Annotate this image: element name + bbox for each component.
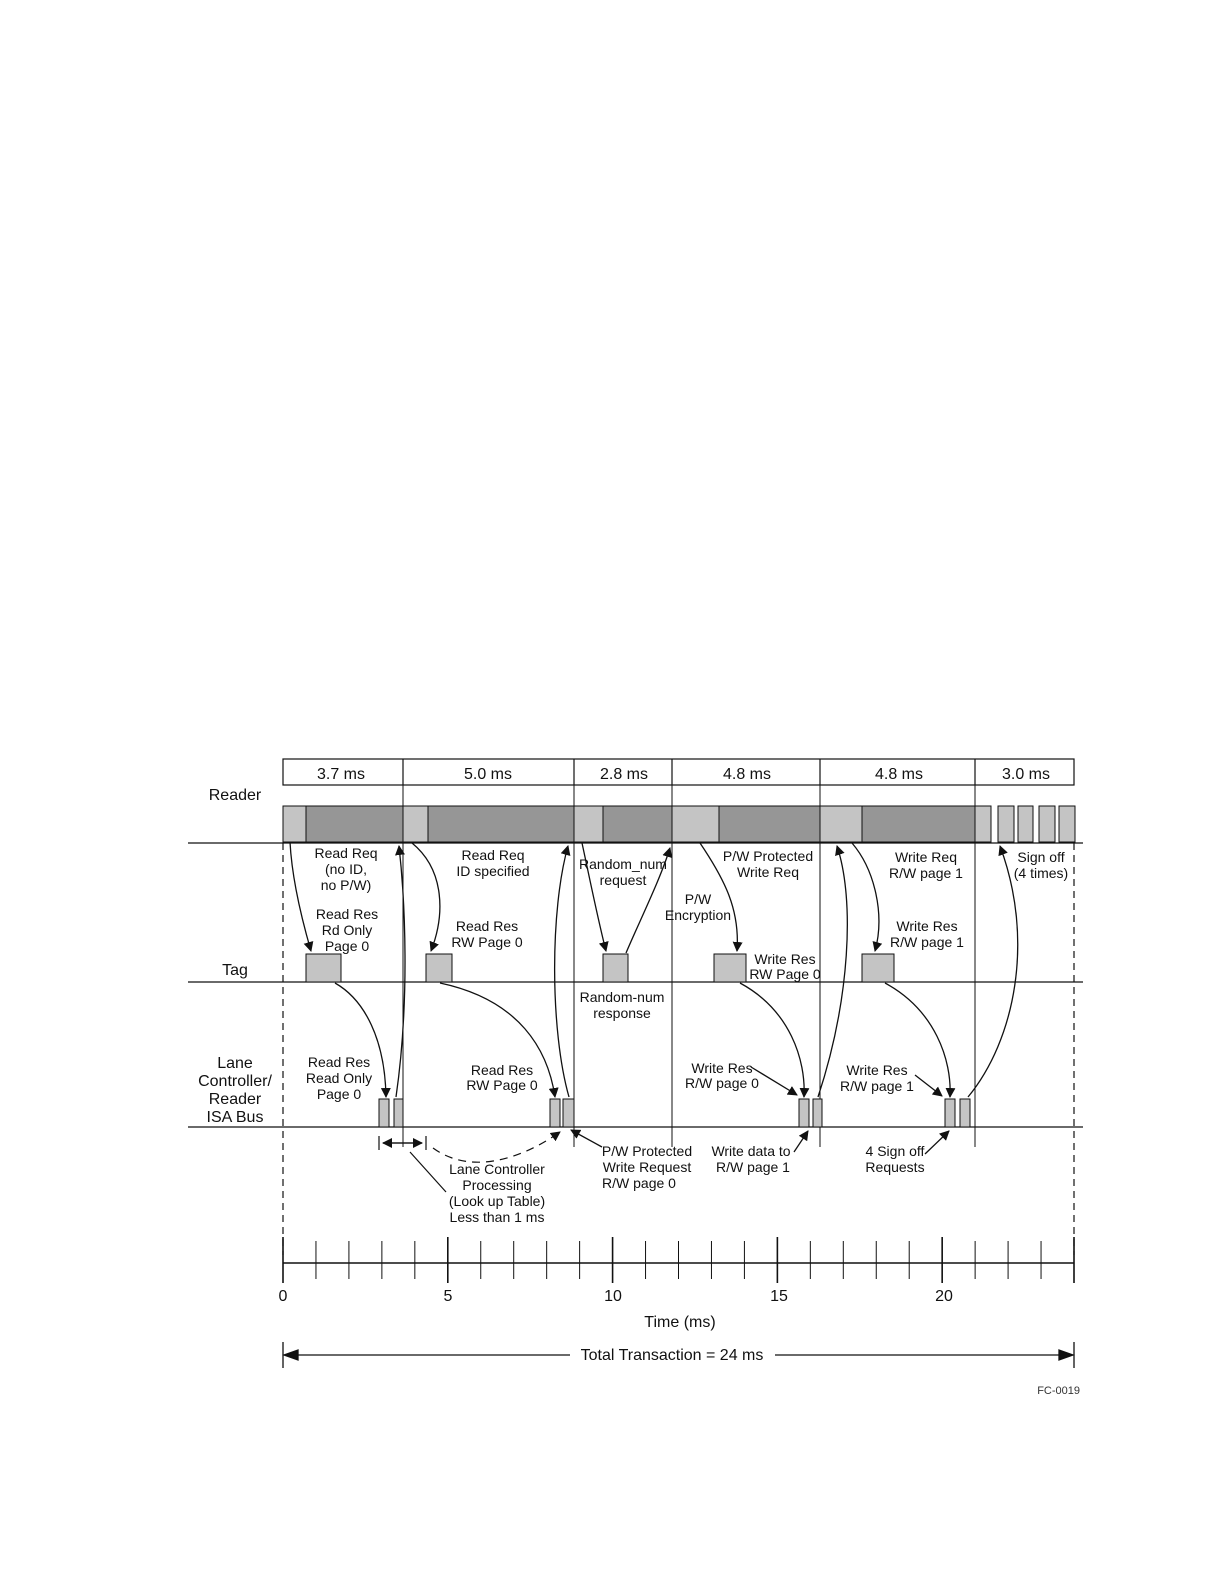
svg-text:Read Req: Read Req — [461, 847, 525, 863]
svg-text:RW Page 0: RW Page 0 — [466, 1077, 538, 1093]
svg-text:Write Res: Write Res — [754, 951, 816, 967]
axis-tick-label: 20 — [935, 1288, 953, 1305]
annotation-write-res-lane-1 — [685, 1060, 759, 1091]
svg-text:4 Sign off: 4 Sign off — [865, 1143, 925, 1159]
figure-code: FC-0019 — [1037, 1385, 1080, 1397]
svg-text:R/W page 1: R/W page 1 — [890, 934, 964, 950]
svg-text:Write Request: Write Request — [602, 1159, 692, 1175]
svg-text:Write Res: Write Res — [846, 1062, 908, 1078]
svg-text:RW Page 0: RW Page 0 — [749, 966, 821, 982]
svg-text:R/W page 1: R/W page 1 — [889, 865, 963, 881]
duration-label: 5.0 ms — [463, 766, 513, 783]
reader-blocks — [283, 806, 1075, 842]
svg-text:(4 times): (4 times) — [1013, 865, 1069, 881]
svg-text:Controller/: Controller/ — [198, 1073, 272, 1090]
total-transaction-label: Total Transaction = 24 ms — [580, 1347, 764, 1364]
svg-text:P/W: P/W — [684, 891, 712, 907]
svg-text:no P/W): no P/W) — [320, 877, 372, 893]
svg-text:Write Res: Write Res — [691, 1060, 753, 1076]
annotation-write-data — [711, 1143, 790, 1175]
annotation-write-res-tag-2 — [890, 918, 964, 950]
svg-text:R/W page 1: R/W page 1 — [716, 1159, 790, 1175]
svg-text:Processing: Processing — [462, 1177, 532, 1193]
svg-text:Read Res: Read Res — [470, 1062, 534, 1078]
svg-text:ID specified: ID specified — [456, 863, 530, 879]
annotation-random-response — [580, 989, 665, 1021]
svg-text:Read Only: Read Only — [305, 1070, 373, 1086]
svg-text:(Look up Table): (Look up Table) — [448, 1193, 546, 1209]
annotation-pw-write-req — [723, 848, 813, 880]
svg-text:Read Res: Read Res — [315, 906, 379, 922]
duration-label: 2.8 ms — [599, 766, 649, 783]
annotation-read-res-lane-2 — [466, 1062, 538, 1093]
annotation-write-res-tag-1 — [749, 951, 821, 982]
annotation-random-request — [579, 856, 667, 888]
axis-label: Time (ms) — [644, 1314, 716, 1331]
duration-bar — [283, 759, 1074, 785]
axis-tick-label: 0 — [278, 1288, 288, 1305]
svg-text:Read Res: Read Res — [307, 1054, 371, 1070]
axis-tick-label: 5 — [443, 1288, 453, 1305]
svg-text:Less than 1 ms: Less than 1 ms — [449, 1209, 545, 1225]
svg-text:Read Res: Read Res — [455, 918, 519, 934]
annotation-lane-processing — [449, 1161, 545, 1225]
svg-text:R/W page 0: R/W page 0 — [685, 1075, 759, 1091]
svg-text:Read Req: Read Req — [314, 845, 378, 861]
svg-text:P/W Protected: P/W Protected — [601, 1143, 693, 1159]
axis-tick-label: 10 — [604, 1288, 622, 1305]
svg-text:request: request — [599, 872, 647, 888]
svg-text:Page 0: Page 0 — [316, 1086, 362, 1102]
annotation-read-req-2 — [456, 847, 529, 879]
annotation-read-res-tag-2 — [451, 918, 523, 950]
svg-text:R/W page 0: R/W page 0 — [602, 1175, 676, 1191]
row-label-reader: Reader — [208, 787, 262, 804]
annotation-write-res-lane-2 — [840, 1062, 914, 1094]
svg-text:Random-num: Random-num — [579, 989, 665, 1005]
annotation-write-req-2 — [889, 849, 963, 881]
svg-text:Requests: Requests — [865, 1159, 925, 1175]
svg-text:Lane: Lane — [217, 1055, 253, 1072]
annotation-pw-encryption — [665, 891, 731, 923]
annotation-read-res-lane-1 — [306, 1054, 372, 1102]
svg-text:Lane Controller: Lane Controller — [449, 1161, 545, 1177]
axis-tick-label: 15 — [770, 1288, 788, 1305]
svg-text:Write Res: Write Res — [896, 918, 958, 934]
annotation-pw-write-request — [602, 1143, 692, 1191]
svg-text:Page 0: Page 0 — [324, 938, 370, 954]
svg-text:P/W Protected: P/W Protected — [722, 848, 814, 864]
svg-text:Write Req: Write Req — [737, 864, 799, 880]
annotation-sign-off — [1014, 849, 1068, 881]
svg-text:Random_num: Random_num — [579, 856, 667, 872]
svg-text:(no ID,: (no ID, — [324, 861, 368, 877]
annotation-sign-off-requests — [865, 1143, 924, 1175]
row-label-tag: Tag — [222, 962, 248, 979]
annotation-read-res-tag-1 — [316, 906, 378, 954]
lane-blocks — [379, 1099, 970, 1127]
svg-text:R/W page 1: R/W page 1 — [840, 1078, 914, 1094]
svg-text:Write data to: Write data to — [711, 1143, 791, 1159]
svg-text:response: response — [593, 1005, 651, 1021]
time-axis — [283, 1237, 1074, 1283]
svg-text:Rd Only: Rd Only — [321, 922, 373, 938]
duration-label: 3.0 ms — [1001, 766, 1051, 783]
svg-text:Encryption: Encryption — [664, 907, 732, 923]
svg-text:Reader: Reader — [208, 1091, 262, 1108]
annotation-read-req-1 — [314, 845, 377, 893]
svg-text:Sign off: Sign off — [1017, 849, 1065, 865]
svg-text:Write Req: Write Req — [895, 849, 957, 865]
svg-text:RW Page 0: RW Page 0 — [451, 934, 523, 950]
svg-text:ISA Bus: ISA Bus — [206, 1109, 264, 1126]
duration-label: 3.7 ms — [316, 766, 366, 783]
duration-label: 4.8 ms — [874, 766, 924, 783]
duration-label: 4.8 ms — [722, 766, 772, 783]
row-label-lane — [198, 1055, 272, 1126]
